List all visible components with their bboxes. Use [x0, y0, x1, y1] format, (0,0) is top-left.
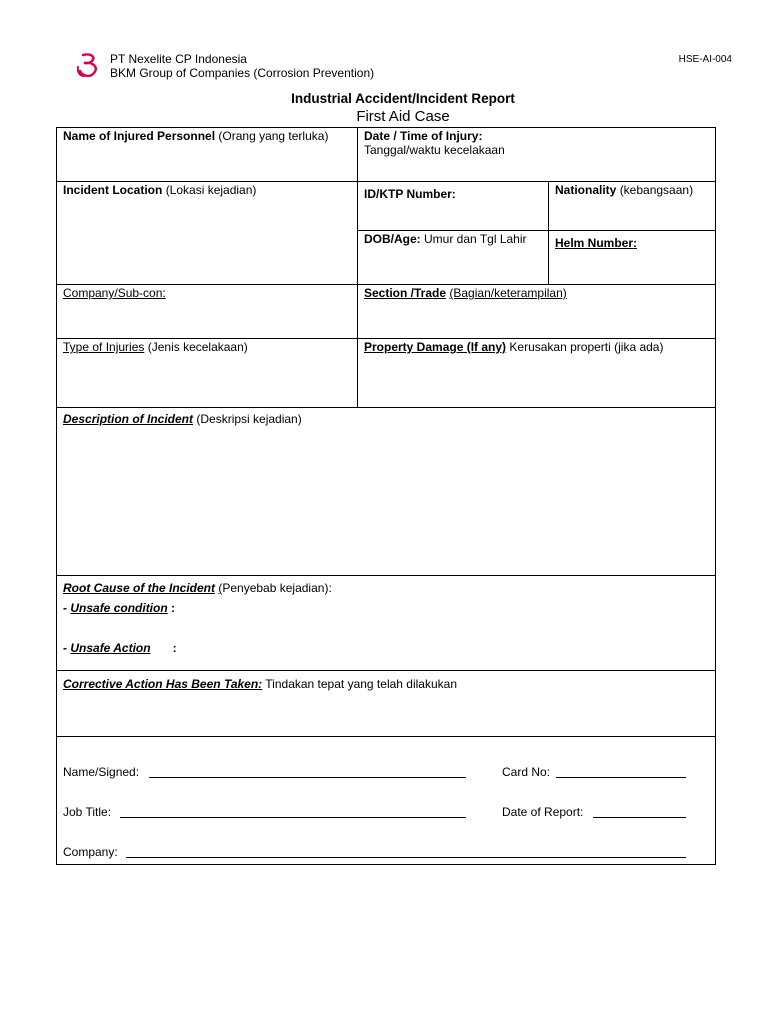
property-damage-label: Property Damage (If any): [364, 340, 507, 354]
helm-label: Helm Number:: [555, 236, 638, 250]
property-damage-local: Kerusakan properti (jika ada): [509, 340, 664, 354]
description-cell[interactable]: [57, 408, 716, 576]
dob-age-label: DOB/Age:: [364, 232, 421, 246]
form-subtitle: First Aid Case: [356, 108, 450, 125]
injured-name-local: (Orang yang terluka): [218, 129, 329, 143]
nationality-label: Nationality: [555, 183, 617, 197]
location-label: Incident Location: [63, 183, 163, 197]
root-cause-cell[interactable]: [57, 576, 716, 671]
root-cause-label: Root Cause of the Incident: [63, 581, 216, 595]
description-label: Description of Incident: [63, 412, 194, 426]
signature-section: [57, 737, 716, 865]
document-code: HSE-AI-004: [678, 54, 732, 65]
company-label: Company:: [63, 845, 118, 859]
company-line[interactable]: [126, 857, 686, 858]
job-title-label: Job Title:: [63, 805, 112, 819]
signature-row-company: [57, 817, 715, 857]
nationality-local: (kebangsaan): [619, 183, 694, 197]
unsafe-condition-line: - Unsafe condition :: [63, 601, 176, 615]
injured-name-label: Name of Injured Personnel: [63, 129, 216, 143]
injured-name-cell[interactable]: [57, 128, 358, 182]
company-logo-icon: [74, 52, 104, 80]
location-cell[interactable]: [57, 182, 358, 285]
corrective-action-local: Tindakan tepat yang telah dilakukan: [265, 677, 457, 691]
corrective-action-cell[interactable]: [57, 671, 716, 737]
root-cause-paren: (: [218, 581, 223, 595]
date-of-report-label: Date of Report:: [502, 805, 584, 819]
injury-type-label: Type of Injuries: [63, 340, 145, 354]
date-time-cell[interactable]: [358, 128, 716, 182]
company-subcon-cell[interactable]: [57, 285, 358, 339]
unsafe-action-line: - Unsafe Action :: [63, 641, 177, 655]
description-local: (Deskripsi kejadian): [196, 412, 302, 426]
document-header: [0, 0, 768, 128]
id-ktp-cell[interactable]: [358, 182, 549, 231]
company-group: BKM Group of Companies (Corrosion Prevention): [110, 66, 375, 80]
date-time-local: Tanggal/waktu kecelakaan: [364, 143, 505, 157]
nationality-cell[interactable]: [549, 182, 716, 231]
card-no-label: Card No:: [502, 765, 551, 779]
section-trade-label: Section /Trade: [364, 286, 447, 300]
location-local: (Lokasi kejadian): [165, 183, 257, 197]
company-subcon-label: Company/Sub-con:: [63, 286, 166, 300]
property-damage-cell[interactable]: [358, 339, 716, 408]
injury-type-cell[interactable]: [57, 339, 358, 408]
dob-age-cell[interactable]: [358, 231, 549, 285]
name-signed-label: Name/Signed:: [63, 765, 140, 779]
form-title: Industrial Accident/Incident Report: [291, 91, 515, 106]
dob-age-local: Umur dan Tgl Lahir: [424, 232, 527, 246]
section-trade-local: (Bagian/keterampilan): [449, 286, 567, 300]
helm-cell[interactable]: [549, 231, 716, 285]
injury-type-local: (Jenis kecelakaan): [147, 340, 248, 354]
date-time-label: Date / Time of Injury:: [364, 129, 483, 143]
incident-report-form: [56, 127, 716, 865]
unsafe-condition-label: Unsafe condition: [70, 601, 168, 615]
id-ktp-label: ID/KTP Number:: [364, 187, 456, 201]
corrective-action-label: Corrective Action Has Been Taken:: [63, 677, 263, 691]
root-cause-local: Penyebab kejadian):: [222, 581, 332, 595]
section-trade-cell[interactable]: [358, 285, 716, 339]
signature-row-job: [57, 777, 715, 817]
signature-row-name: [57, 737, 715, 777]
company-name: PT Nexelite CP Indonesia: [110, 52, 247, 66]
unsafe-action-label: Unsafe Action: [70, 641, 151, 655]
